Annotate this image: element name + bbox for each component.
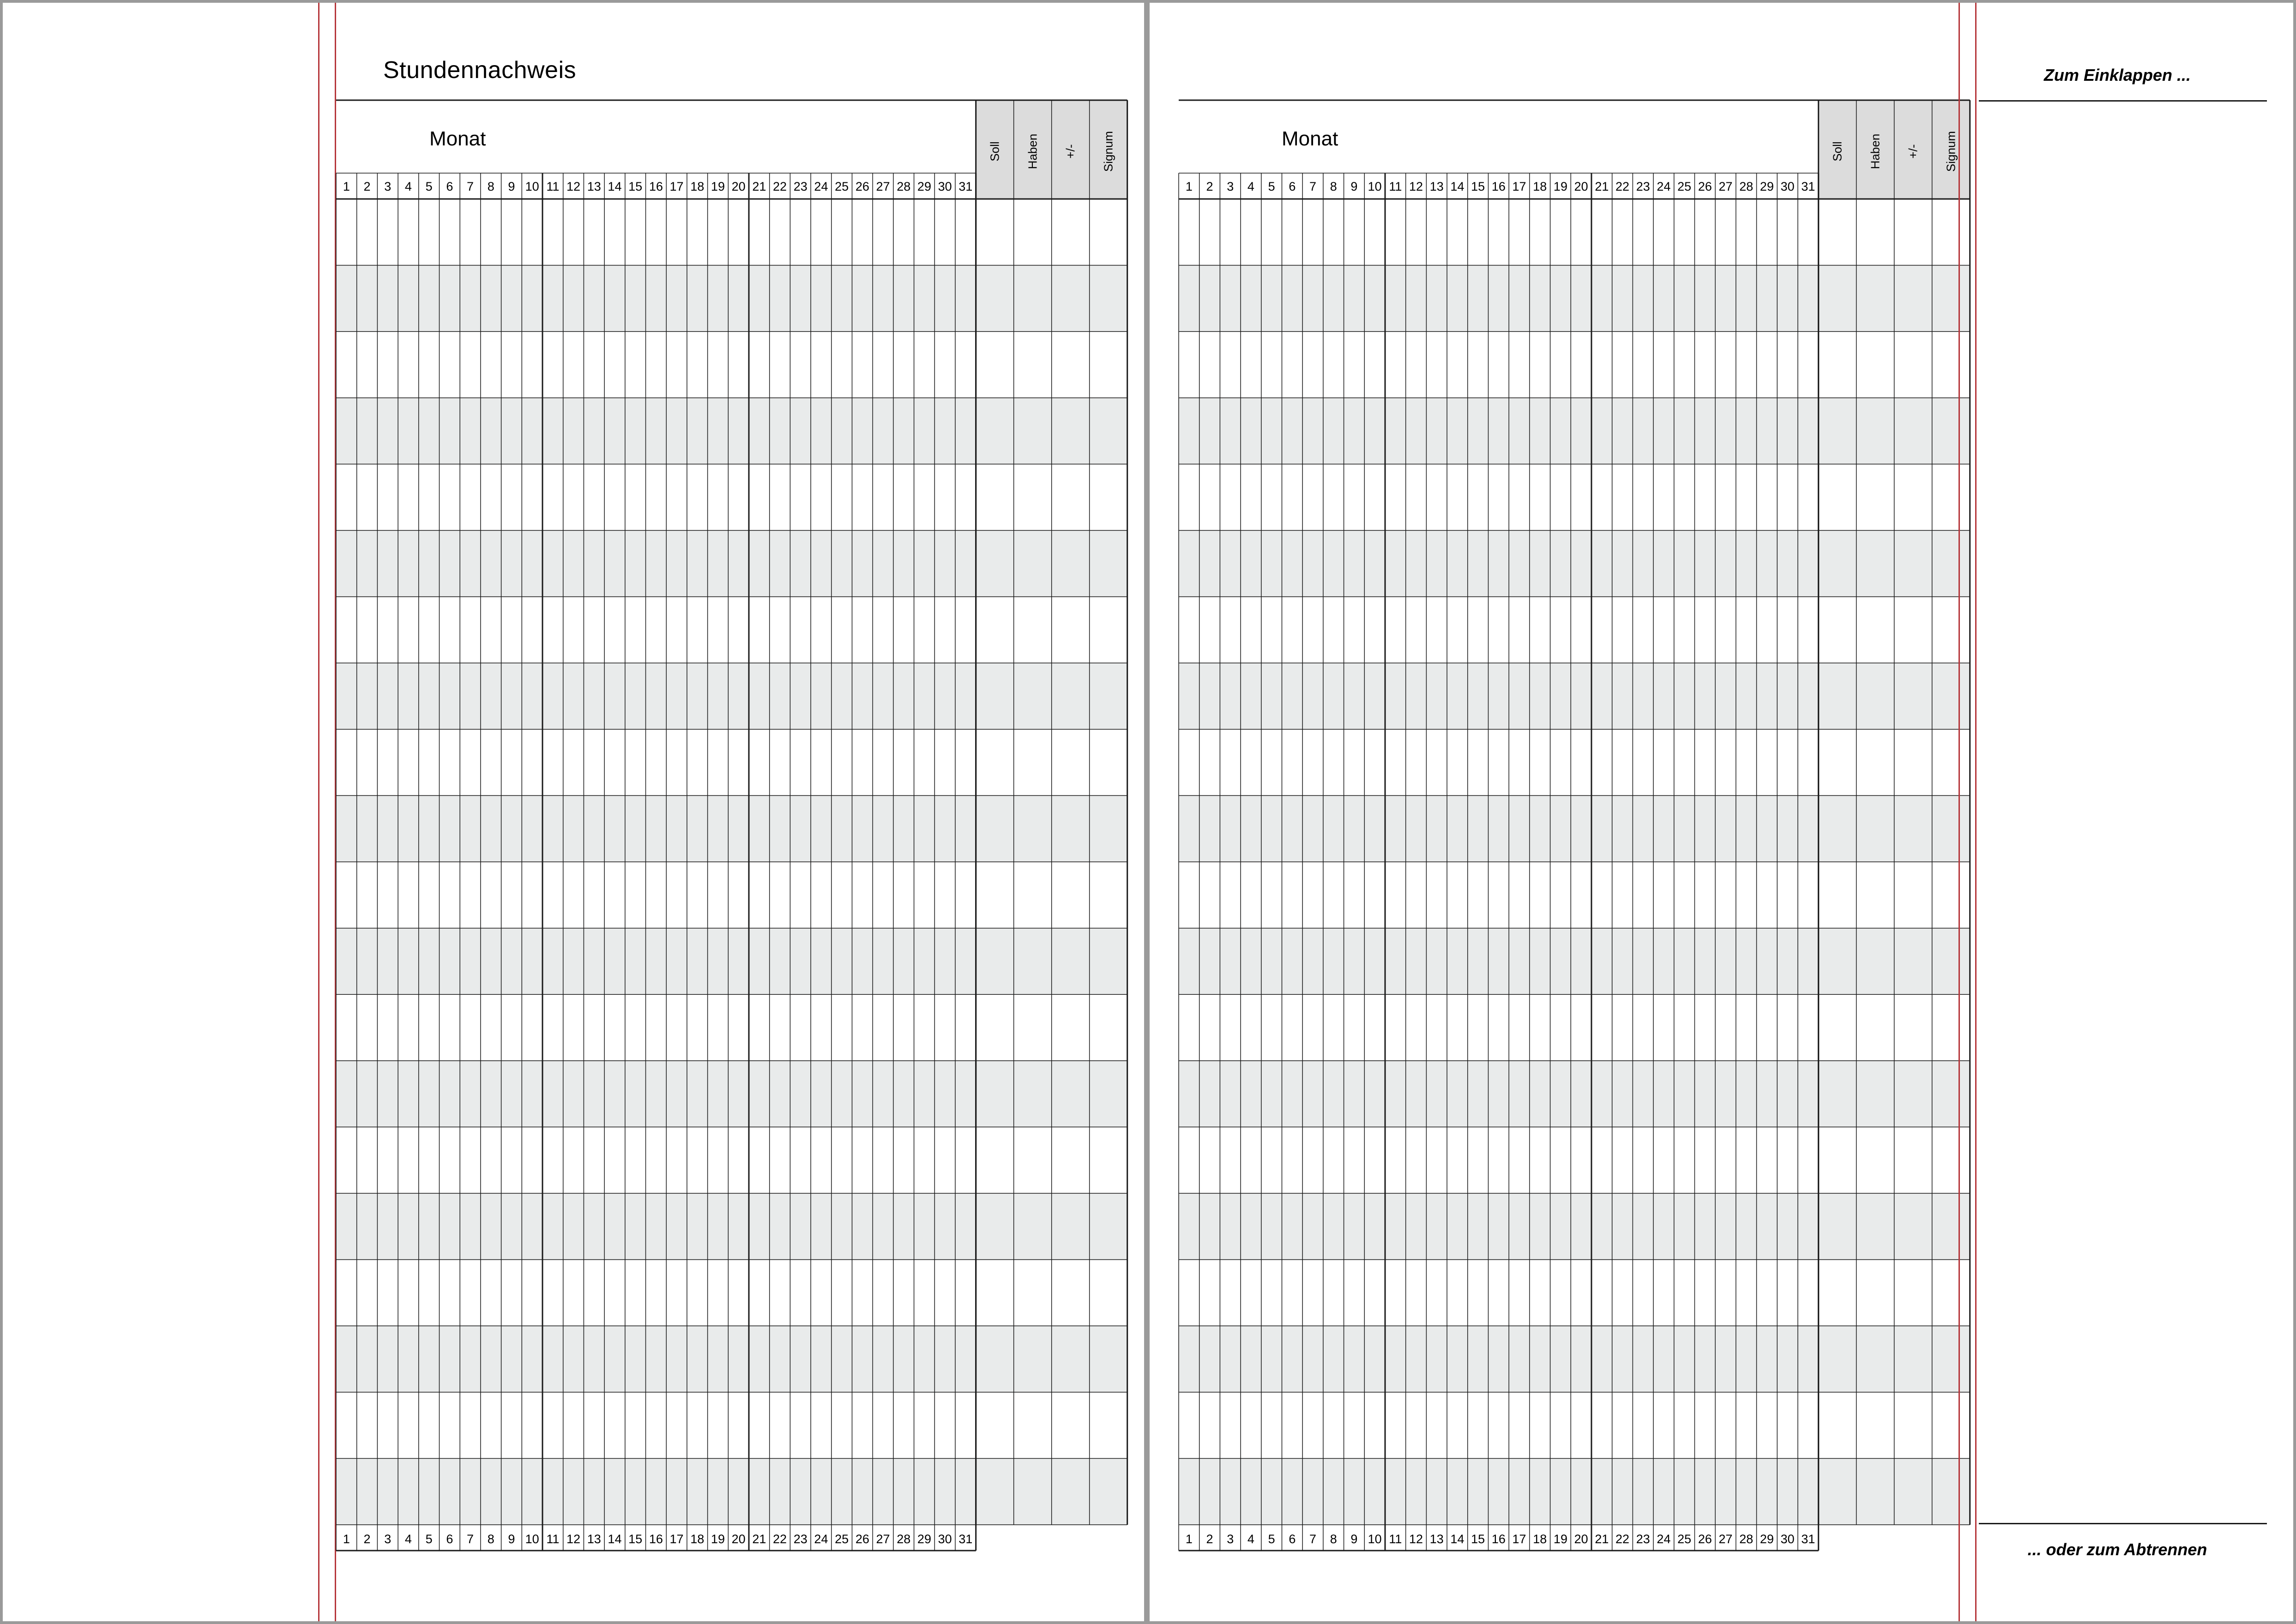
day-number-footer: 5 bbox=[425, 1532, 433, 1546]
shaded-row bbox=[336, 398, 1127, 464]
day-number-footer: 29 bbox=[1760, 1532, 1774, 1546]
grid-lines bbox=[3, 3, 1144, 1621]
margin-rule bbox=[1975, 3, 1977, 1621]
shaded-row bbox=[1179, 928, 1970, 995]
day-number-header: 20 bbox=[1574, 180, 1588, 193]
day-number-header: 1 bbox=[1185, 180, 1193, 193]
day-number-header: 30 bbox=[938, 180, 952, 193]
day-number-header: 6 bbox=[1289, 180, 1296, 193]
day-number-header: 3 bbox=[384, 180, 392, 193]
shaded-row bbox=[1179, 1458, 1970, 1525]
day-number-footer: 5 bbox=[1268, 1532, 1275, 1546]
day-number-header: 11 bbox=[1389, 180, 1402, 193]
day-number-header: 29 bbox=[917, 180, 931, 193]
day-number-header: 7 bbox=[467, 180, 474, 193]
day-number-header: 25 bbox=[835, 180, 849, 193]
day-number-footer: 10 bbox=[1368, 1532, 1382, 1546]
summary-column-label: Soll bbox=[1830, 141, 1844, 162]
day-number-header: 13 bbox=[587, 180, 601, 193]
shaded-row bbox=[1179, 530, 1970, 597]
day-number-header: 25 bbox=[1677, 180, 1692, 193]
day-number-footer: 26 bbox=[1698, 1532, 1712, 1546]
month-label: Monat bbox=[1282, 127, 1338, 150]
day-number-header: 2 bbox=[363, 180, 371, 193]
day-number-footer: 13 bbox=[1429, 1532, 1444, 1546]
day-number-header: 14 bbox=[1450, 180, 1464, 193]
day-number-footer: 24 bbox=[1657, 1532, 1671, 1546]
day-number-footer: 17 bbox=[1512, 1532, 1526, 1546]
timesheet-table bbox=[1150, 3, 2293, 1621]
shaded-row bbox=[336, 1326, 1127, 1392]
day-number-footer: 16 bbox=[649, 1532, 663, 1546]
day-number-footer: 2 bbox=[1206, 1532, 1213, 1546]
day-number-header: 18 bbox=[1533, 180, 1547, 193]
day-number-footer: 21 bbox=[1595, 1532, 1609, 1546]
day-number-footer: 20 bbox=[1574, 1532, 1588, 1546]
day-number-header: 10 bbox=[525, 180, 539, 193]
day-number-footer: 12 bbox=[1409, 1532, 1423, 1546]
day-number-header: 8 bbox=[487, 180, 494, 193]
day-number-header: 24 bbox=[814, 180, 828, 193]
day-number-footer: 12 bbox=[566, 1532, 581, 1546]
day-number-header: 27 bbox=[1718, 180, 1733, 193]
shaded-row bbox=[336, 530, 1127, 597]
day-number-footer: 1 bbox=[343, 1532, 350, 1546]
day-number-header: 12 bbox=[1409, 180, 1423, 193]
day-number-header: 31 bbox=[1801, 180, 1815, 193]
day-number-footer: 19 bbox=[1553, 1532, 1567, 1546]
day-number-header: 11 bbox=[546, 180, 560, 193]
day-number-header: 14 bbox=[608, 180, 622, 193]
day-number-header: 21 bbox=[752, 180, 766, 193]
summary-column-label: Signum bbox=[1944, 131, 1958, 172]
day-number-header: 23 bbox=[1636, 180, 1650, 193]
day-number-footer: 14 bbox=[608, 1532, 622, 1546]
day-number-header: 5 bbox=[1268, 180, 1275, 193]
day-number-footer: 8 bbox=[1330, 1532, 1337, 1546]
day-number-header: 31 bbox=[958, 180, 973, 193]
day-number-footer: 10 bbox=[525, 1532, 539, 1546]
day-number-header: 20 bbox=[731, 180, 746, 193]
page-title: Stundennachweis bbox=[383, 57, 577, 84]
day-number-header: 26 bbox=[1698, 180, 1712, 193]
day-number-footer: 18 bbox=[690, 1532, 705, 1546]
grid-lines bbox=[1150, 3, 2293, 1621]
summary-column-label: Signum bbox=[1101, 131, 1115, 172]
day-number-footer: 30 bbox=[938, 1532, 952, 1546]
day-number-header: 3 bbox=[1227, 180, 1234, 193]
shaded-row bbox=[336, 1193, 1127, 1260]
shaded-row bbox=[1179, 1061, 1970, 1127]
day-number-header: 5 bbox=[425, 180, 433, 193]
day-number-header: 17 bbox=[669, 180, 684, 193]
day-number-footer: 11 bbox=[1389, 1532, 1402, 1546]
shaded-row bbox=[336, 265, 1127, 332]
month-label: Monat bbox=[429, 127, 486, 150]
day-number-footer: 19 bbox=[711, 1532, 725, 1546]
day-number-header: 4 bbox=[1247, 180, 1254, 193]
day-number-header: 12 bbox=[566, 180, 581, 193]
day-number-header: 28 bbox=[1739, 180, 1754, 193]
day-number-header: 15 bbox=[1471, 180, 1485, 193]
day-number-footer: 26 bbox=[855, 1532, 869, 1546]
day-number-footer: 7 bbox=[467, 1532, 474, 1546]
day-number-footer: 8 bbox=[487, 1532, 494, 1546]
day-number-header: 22 bbox=[773, 180, 787, 193]
day-number-footer: 22 bbox=[1615, 1532, 1630, 1546]
day-number-footer: 3 bbox=[1227, 1532, 1234, 1546]
day-number-footer: 21 bbox=[752, 1532, 766, 1546]
fold-note-bottom: ... oder zum Abtrennen bbox=[2027, 1540, 2207, 1559]
shaded-row bbox=[1179, 398, 1970, 464]
shaded-row bbox=[1179, 663, 1970, 729]
day-number-header: 1 bbox=[343, 180, 350, 193]
day-number-header: 6 bbox=[446, 180, 453, 193]
day-number-header: 19 bbox=[1553, 180, 1567, 193]
day-number-header: 26 bbox=[855, 180, 869, 193]
day-number-footer: 4 bbox=[1247, 1532, 1254, 1546]
day-number-header: 23 bbox=[793, 180, 808, 193]
day-number-footer: 22 bbox=[773, 1532, 787, 1546]
day-number-header: 7 bbox=[1309, 180, 1317, 193]
day-number-footer: 6 bbox=[446, 1532, 453, 1546]
day-number-header: 22 bbox=[1615, 180, 1630, 193]
day-number-footer: 17 bbox=[669, 1532, 684, 1546]
shaded-row bbox=[1179, 265, 1970, 332]
day-number-footer: 31 bbox=[1801, 1532, 1815, 1546]
day-number-header: 9 bbox=[508, 180, 515, 193]
shaded-row bbox=[336, 1061, 1127, 1127]
shaded-row bbox=[336, 795, 1127, 862]
day-number-footer: 9 bbox=[508, 1532, 515, 1546]
day-number-footer: 20 bbox=[731, 1532, 746, 1546]
shaded-row bbox=[1179, 795, 1970, 862]
fold-divider-top bbox=[1979, 100, 2267, 102]
fold-divider-bottom bbox=[1979, 1523, 2267, 1524]
day-number-header: 4 bbox=[404, 180, 412, 193]
day-number-footer: 25 bbox=[1677, 1532, 1692, 1546]
day-number-footer: 27 bbox=[1718, 1532, 1733, 1546]
day-number-footer: 28 bbox=[897, 1532, 911, 1546]
day-number-footer: 14 bbox=[1450, 1532, 1464, 1546]
day-number-footer: 2 bbox=[363, 1532, 371, 1546]
day-number-footer: 15 bbox=[628, 1532, 643, 1546]
day-number-header: 13 bbox=[1429, 180, 1444, 193]
day-number-header: 21 bbox=[1595, 180, 1609, 193]
day-number-header: 27 bbox=[876, 180, 890, 193]
day-number-footer: 31 bbox=[958, 1532, 973, 1546]
day-number-header: 30 bbox=[1780, 180, 1795, 193]
left-page bbox=[3, 3, 1144, 1621]
day-number-footer: 30 bbox=[1780, 1532, 1795, 1546]
day-number-header: 29 bbox=[1760, 180, 1774, 193]
day-number-footer: 13 bbox=[587, 1532, 601, 1546]
day-number-header: 28 bbox=[897, 180, 911, 193]
day-number-header: 18 bbox=[690, 180, 705, 193]
day-number-footer: 16 bbox=[1491, 1532, 1506, 1546]
day-number-header: 15 bbox=[628, 180, 643, 193]
day-number-footer: 25 bbox=[835, 1532, 849, 1546]
day-number-header: 2 bbox=[1206, 180, 1213, 193]
timesheet-table bbox=[3, 3, 1144, 1621]
day-number-footer: 9 bbox=[1350, 1532, 1358, 1546]
day-number-footer: 23 bbox=[1636, 1532, 1650, 1546]
shaded-row bbox=[1179, 1326, 1970, 1392]
day-number-header: 17 bbox=[1512, 180, 1526, 193]
day-number-footer: 29 bbox=[917, 1532, 931, 1546]
day-number-header: 24 bbox=[1657, 180, 1671, 193]
day-number-header: 9 bbox=[1350, 180, 1358, 193]
summary-column-label: +/- bbox=[1063, 144, 1078, 159]
day-number-header: 10 bbox=[1368, 180, 1382, 193]
summary-column-label: Soll bbox=[988, 141, 1002, 162]
summary-column-label: Haben bbox=[1025, 133, 1040, 169]
day-number-header: 8 bbox=[1330, 180, 1337, 193]
day-number-footer: 27 bbox=[876, 1532, 890, 1546]
day-number-footer: 4 bbox=[404, 1532, 412, 1546]
day-number-footer: 18 bbox=[1533, 1532, 1547, 1546]
right-page bbox=[1150, 3, 2293, 1621]
day-number-footer: 7 bbox=[1309, 1532, 1317, 1546]
day-number-footer: 15 bbox=[1471, 1532, 1485, 1546]
margin-rule bbox=[1959, 3, 1960, 1621]
day-number-footer: 24 bbox=[814, 1532, 828, 1546]
shaded-row bbox=[336, 928, 1127, 995]
shaded-row bbox=[336, 663, 1127, 729]
day-number-header: 16 bbox=[1491, 180, 1506, 193]
fold-note-top: Zum Einklappen ... bbox=[2043, 66, 2191, 84]
summary-column-label: +/- bbox=[1906, 144, 1920, 159]
shaded-row bbox=[336, 1458, 1127, 1525]
day-number-footer: 3 bbox=[384, 1532, 392, 1546]
summary-column-label: Haben bbox=[1868, 133, 1882, 169]
day-number-header: 16 bbox=[649, 180, 663, 193]
day-number-footer: 11 bbox=[546, 1532, 560, 1546]
day-number-footer: 28 bbox=[1739, 1532, 1754, 1546]
day-number-header: 19 bbox=[711, 180, 725, 193]
day-number-footer: 6 bbox=[1289, 1532, 1296, 1546]
shaded-row bbox=[1179, 1193, 1970, 1260]
day-number-footer: 1 bbox=[1185, 1532, 1193, 1546]
day-number-footer: 23 bbox=[793, 1532, 808, 1546]
